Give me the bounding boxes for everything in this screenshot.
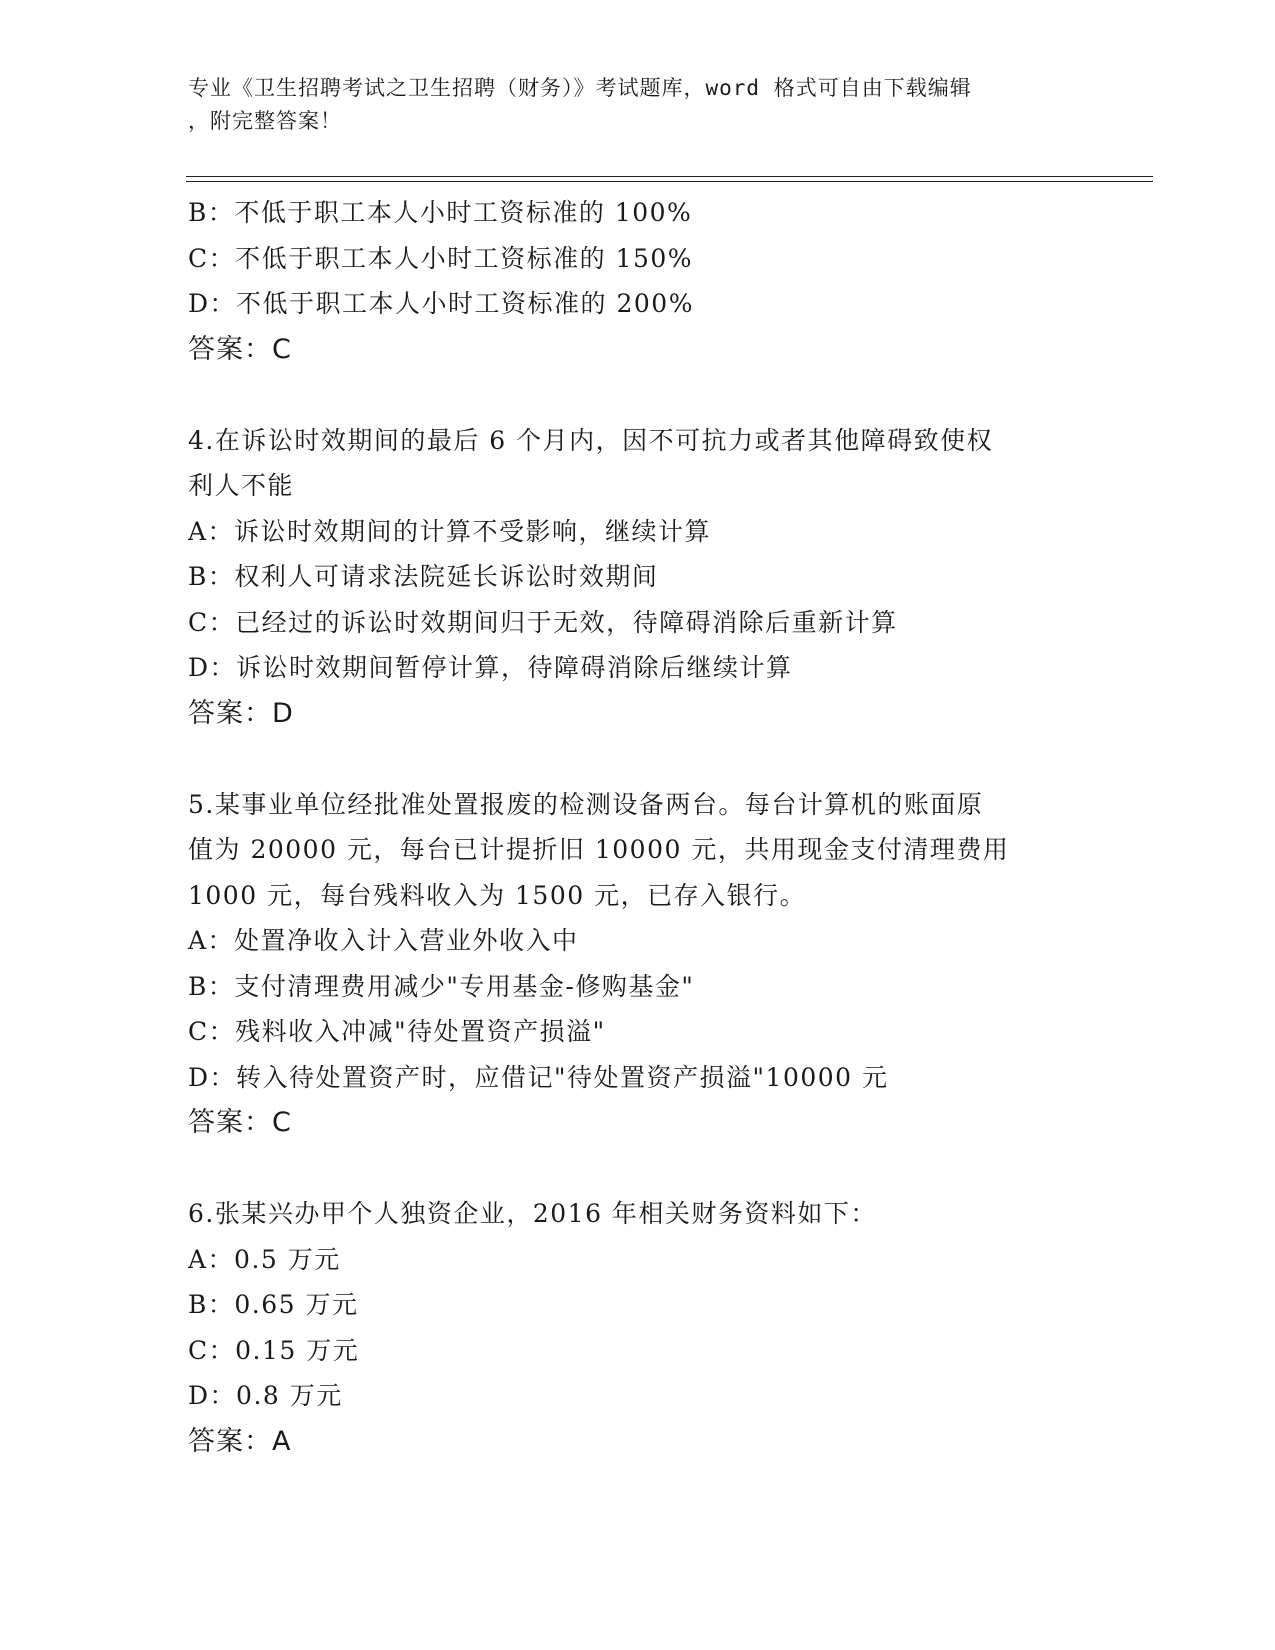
question-list: [188, 190, 1068, 1464]
question-6: [188, 1191, 1068, 1464]
question-5: [188, 782, 1068, 1146]
question-3: [188, 190, 1068, 372]
option-b: B：0.65 万元: [188, 1290, 359, 1319]
question-stem: 5.某事业单位经批准处置报废的检测设备两台。每台计算机的账面原: [188, 789, 984, 819]
question-stem: 4.在诉讼时效期间的最后 6 个月内，因不可抗力或者其他障碍致使权: [188, 425, 994, 455]
option-c: C：不低于职工本人小时工资标准的 150%: [188, 243, 694, 273]
option-b: B：不低于职工本人小时工资标准的 100%: [188, 198, 693, 227]
option-c: C：残料收入冲减"待处置资产损溢": [188, 1017, 606, 1046]
option-d: D：0.8 万元: [188, 1381, 343, 1410]
spacer: [188, 736, 1068, 782]
question-stem: 利人不能: [188, 471, 295, 500]
spacer: [188, 372, 1068, 418]
option-d: D：转入待处置资产时，应借记"待处置资产损溢"10000 元: [188, 1062, 889, 1092]
question-stem: 1000 元，每台残料收入为 1500 元，已存入银行。: [188, 880, 807, 910]
header-divider-top: [186, 176, 1153, 177]
answer-label: 答案：D: [188, 697, 294, 729]
answer-label: 答案：C: [188, 1107, 292, 1138]
option-a: A：0.5 万元: [188, 1244, 341, 1274]
document-header: [188, 72, 1068, 138]
question-4: [188, 418, 1068, 737]
option-b: B：权利人可请求法院延长诉讼时效期间: [188, 562, 659, 591]
answer-label: 答案：A: [188, 1425, 292, 1457]
answer-label: 答案：C: [188, 333, 292, 365]
option-d: D：不低于职工本人小时工资标准的 200%: [188, 289, 694, 318]
option-c: C：已经过的诉讼时效期间归于无效，待障碍消除后重新计算: [188, 607, 898, 637]
spacer: [188, 1146, 1068, 1192]
header-line-1: 专业《卫生招聘考试之卫生招聘（财务）》考试题库，word 格式可自由下载编辑: [188, 76, 972, 100]
question-stem: 值为 20000 元，每台已计提折旧 10000 元，共用现金支付清理费用: [188, 835, 1010, 864]
option-a: A：处置净收入计入营业外收入中: [188, 926, 579, 955]
option-b: B：支付清理费用减少"专用基金-修购基金": [188, 971, 695, 1001]
header-line-2: ，附完整答案！: [188, 109, 342, 133]
option-c: C：0.15 万元: [188, 1335, 360, 1365]
option-d: D：诉讼时效期间暂停计算，待障碍消除后继续计算: [188, 653, 793, 682]
header-divider-bottom: [186, 181, 1153, 182]
question-stem: 6.张某兴办甲个人独资企业，2016 年相关财务资料如下：: [188, 1199, 877, 1228]
option-a: A：诉讼时效期间的计算不受影响，继续计算: [188, 516, 712, 546]
